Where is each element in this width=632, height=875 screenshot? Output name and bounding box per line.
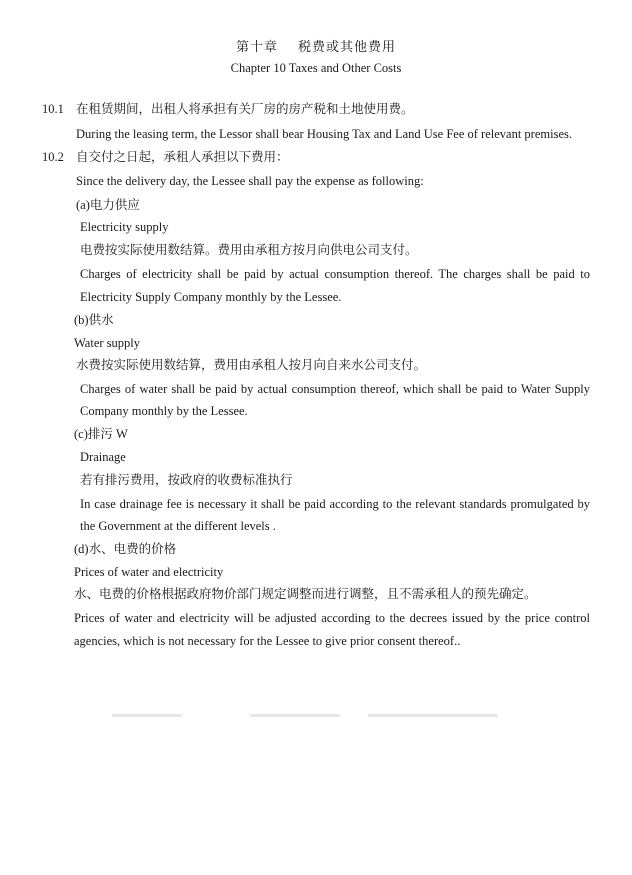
item-b-english-line-1: Charges of water shall be paid by actual consumption thereof, which shall be paid to Water Supply <box>80 382 590 396</box>
item-d-english-line-1: Prices of water and electricity will be adjusted according to the decrees issued by the price control <box>74 611 590 625</box>
item-c-heading-chinese: (c)排污 W <box>74 427 128 441</box>
item-b-english-line-2: Company monthly by the Lessee. <box>80 404 248 418</box>
item-a-chinese: 电费按实际使用数结算。费用由承租方按月向供电公司支付。 <box>80 243 418 257</box>
scan-artifact <box>250 714 340 717</box>
item-a-heading-chinese: (a)电力供应 <box>76 198 140 212</box>
clause-number-10-1: 10.1 <box>42 102 64 116</box>
clause-10-1-english: During the leasing term, the Lessor shall bear Housing Tax and Land Use Fee of relevant premises. <box>76 127 572 141</box>
scan-artifact <box>368 714 498 717</box>
chapter-title-english: Chapter 10 Taxes and Other Costs <box>230 61 402 75</box>
item-c-english-line-2: the Government at the different levels . <box>80 519 276 533</box>
clause-number-10-2: 10.2 <box>42 150 64 164</box>
item-d-heading-chinese: (d)水、电费的价格 <box>74 542 177 556</box>
item-c-heading-english: Drainage <box>80 450 126 464</box>
item-d-heading-english: Prices of water and electricity <box>74 565 224 579</box>
clause-10-2-english: Since the delivery day, the Lessee shall pay the expense as following: <box>76 174 424 188</box>
chapter-number: 第十章 <box>235 39 278 54</box>
chapter-title-chinese <box>0 36 632 55</box>
clause-10-1-chinese: 在租赁期间，出租人将承担有关厂房的房产税和土地使用费。 <box>76 102 414 116</box>
item-d-chinese: 水、电费的价格根据政府物价部门规定调整而进行调整，且不需承租人的预先确定。 <box>74 587 537 601</box>
item-a-english-line-1: Charges of electricity shall be paid by actual consumption thereof. The charges shall be paid to <box>80 267 590 281</box>
item-a-heading-english: Electricity supply <box>80 220 169 234</box>
item-c-english-line-1: In case drainage fee is necessary it shall be paid according to the relevant standards promulgated by <box>80 497 590 511</box>
item-d-english-line-2: agencies, which is not necessary for the Lessee to give prior consent thereof.. <box>74 634 461 648</box>
chapter-name: 税费或其他费用 <box>298 39 397 54</box>
item-b-chinese: 水费按实际使用数结算，费用由承租人按月向自来水公司支付。 <box>76 358 427 372</box>
item-b-heading-chinese: (b)供水 <box>74 313 114 327</box>
item-c-chinese: 若有排污费用，按政府的收费标准执行 <box>80 473 293 487</box>
item-b-heading-english: Water supply <box>74 336 140 350</box>
item-a-english-line-2: Electricity Supply Company monthly by the Lessee. <box>80 290 342 304</box>
scan-artifact <box>112 714 182 717</box>
clause-10-2-chinese: 自交付之日起，承租人承担以下费用： <box>76 150 289 164</box>
